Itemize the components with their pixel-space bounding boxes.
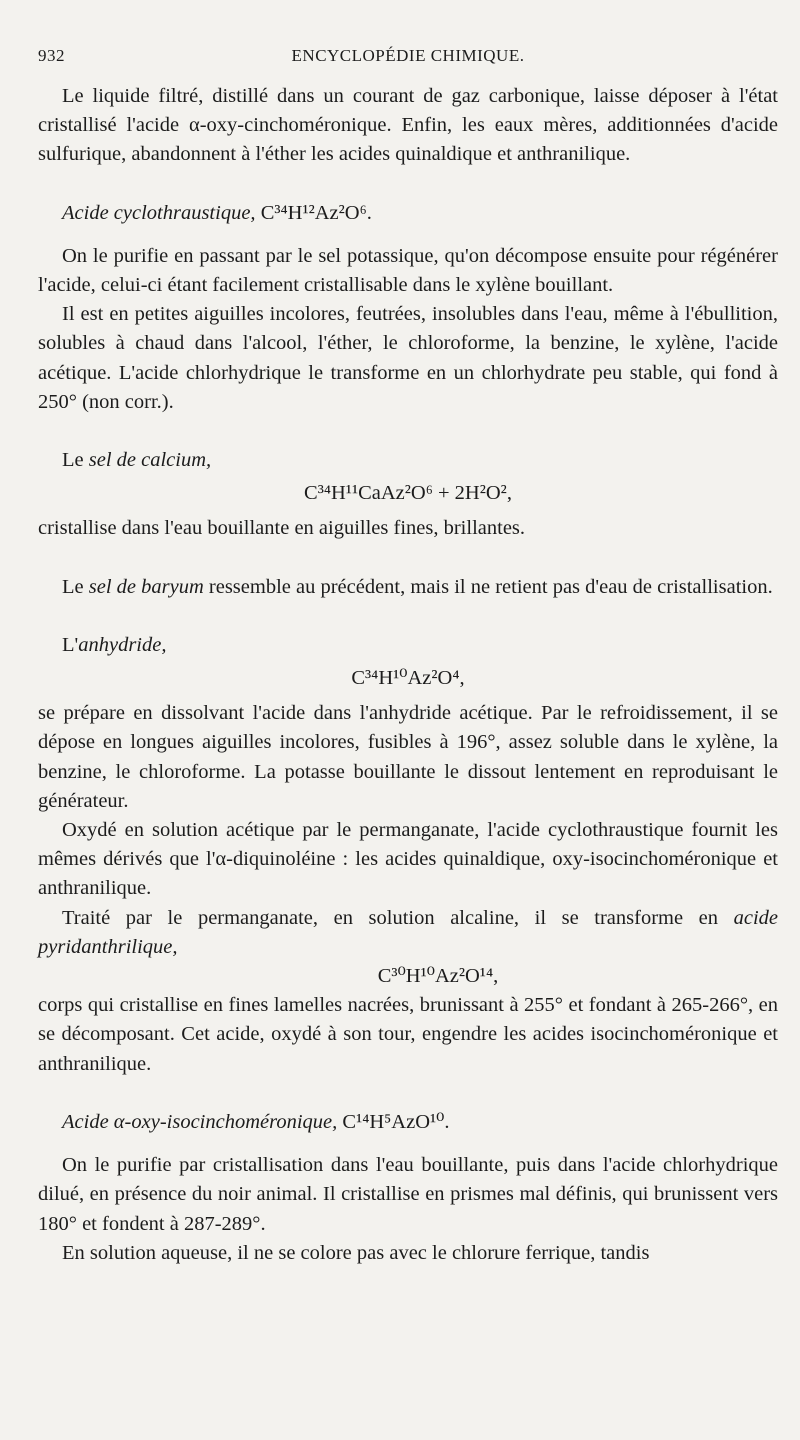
paragraph-ferric: En solution aqueuse, il ne se colore pas avec le chlorure ferrique, tandis [62, 1241, 650, 1264]
page-number: 932 [38, 46, 65, 65]
anhydride-prefix: L' [62, 633, 79, 656]
heading-calcium-salt [38, 446, 778, 475]
formula-anhydride: C³⁴H¹⁰Az²O⁴, [351, 667, 465, 690]
compound-formula: C³⁴H¹²Az²O⁶. [260, 201, 372, 224]
formula-calcium-salt: C³⁴H¹¹CaAz²O⁶ + 2H²O², [304, 482, 512, 505]
pyridanthrilique-name: acide pyridanthrilique, [38, 906, 778, 958]
paragraph-pyridanthrilique: corps qui cristallise en fines lamelles nacrées, brunissant à 255° et fondant à 265-266°, en se décomposant. Cet acide, oxydé à son tour, engendre les acides isocinchoméronique et anthranilique. [38, 994, 778, 1075]
paragraph-baryum-salt [38, 573, 778, 602]
page-header [38, 42, 778, 70]
paragraph-oxidation: Oxydé en solution acétique par le permanganate, l'acide cyclothraustique fournit les mêmes dérivés que l'α-diquinoléine : les acides quinaldique, oxy-isocinchoméronique et anthranilique. [38, 819, 778, 900]
permanganate-text: Traité par le permanganate, en solution alcaline, il se transforme en [62, 906, 718, 929]
paragraph-anhydride: se prépare en dissolvant l'acide dans l'anhydride acétique. Par le refroidissement, il se dépose en longues aiguilles incolores, fusibles à 196°, assez soluble dans le xylène, la benzine, le chloroforme. La potasse bouillante le dissout lentement en reproduisant le générateur. [38, 702, 778, 812]
paragraph-properties: Il est en petites aiguilles incolores, feutrées, insolubles dans l'eau, même à l'ébullition, solubles à chaud dans l'alcool, l'éther, le chloroforme, la benzine, le xylène, l'acide acétique. L'acide chlorhydrique le transforme en un chlorhydrate peu stable, qui fond à 250° (non corr.). [38, 303, 778, 413]
anhydride-name: anhydride, [78, 633, 167, 656]
paragraph-filtration: Le liquide filtré, distillé dans un courant de gaz carbonique, laisse déposer à l'état cristallisé l'acide α-oxy-cinchoméronique. Enfin, les eaux mères, additionnées d'acide sulfurique, abandonnent à l'éther les acides quinaldique et anthranilique. [38, 85, 778, 166]
formula-pyridanthrilique: C³⁰H¹⁰Az²O¹⁴, [377, 965, 499, 988]
calcium-prefix: Le [62, 449, 84, 472]
oxy-compound-name: Acide α-oxy-isocinchoméronique, [62, 1110, 338, 1133]
oxy-compound-formula: C¹⁴H⁵AzO¹⁰. [342, 1110, 450, 1133]
paragraph-purification: On le purifie en passant par le sel potassique, qu'on décompose ensuite pour régénérer l'acide, celui-ci étant facilement cristallisable dans le xylène bouillant. [38, 244, 778, 297]
heading-anhydride [38, 631, 778, 660]
baryum-prefix: Le [62, 575, 84, 598]
page-body [38, 82, 778, 1268]
calcium-salt-name: sel de calcium, [88, 449, 212, 472]
paragraph-permanganate [38, 904, 778, 962]
paragraph-calcium-salt: cristallise dans l'eau bouillante en aiguilles fines, brillantes. [38, 517, 526, 540]
running-title: ENCYCLOPÉDIE CHIMIQUE. [291, 46, 525, 65]
baryum-salt-text: ressemble au précédent, mais il ne retient pas d'eau de cristallisation. [208, 575, 773, 598]
baryum-salt-name: sel de baryum [88, 575, 204, 598]
compound-name: Acide cyclothraustique, [62, 201, 256, 224]
heading-cyclothraustique [38, 199, 778, 228]
paragraph-oxy-purification: On le purifie par cristallisation dans l'eau bouillante, puis dans l'acide chlorhydrique dilué, en présence du noir animal. Il cristallise en prismes mal définis, qui brunissent vers 180° et fondent à 287-289°. [38, 1154, 778, 1235]
heading-oxy-isocinchomeronique [38, 1108, 778, 1137]
